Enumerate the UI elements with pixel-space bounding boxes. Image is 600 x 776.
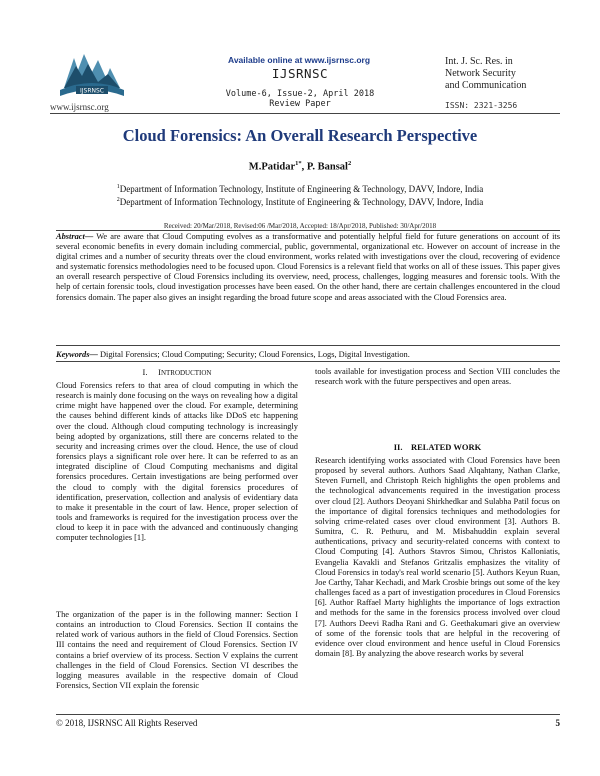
journal-name-line: Network Security xyxy=(445,68,516,79)
journal-short-name: IJSRNSC xyxy=(271,66,329,81)
related-work-paragraph: Research identifying works associated with Cloud Forensics have been proposed by several authors. Authors Saad Alqahtany, Nathan Clarke, Steven Furnell, and Christoph Reich highlights the open problems and the technological advancements required in the investigation process over cloud [2]. Authors Deoyani Shirkhedkar and Sulabha Patil focus on the importance of digital forensics techniques and methodologies for solving crime-related cases over cloud environment [3]. Authors B. Sumitra, C. R. Pethuru, and M. Misbahuddin explain several authentications, privacy and security-related concerns with context to Cloud Computing [4]. Authors Stavros Simou, Christos Kalloniatis, Evangelia Kavakli and Stefanos Gritzalis emphasizes the vitality of Cloud Forensics in today's real world scenario [5]. Authors Keyun Ruan, Joe Carthy, Tahar Kechadi, and Mark Crosbie brings out some of the key challenges faced as a part of investigation procedures in Cloud Forensics [6]. Author Raffael Marty highlights the importance of logs extraction and methods for the same in the forensics process involved over cloud [7]. Authors Deevi Radha Rani and G. Geethakumari give an overview of some of the forensic tools that are helpful in the recovering of evidence over cloud environment and hence useful in Cloud Forensics domain [8]. By analyzing the above research works by several xyxy=(315,456,560,658)
affiliation-text: Department of Information Technology, Institute of Engineering & Technology, DAVV, Indore, India xyxy=(119,184,484,194)
section-1-number: I. xyxy=(142,367,148,377)
author-1-sup: 1* xyxy=(295,160,302,167)
affiliation-2 xyxy=(0,197,600,207)
authors xyxy=(0,160,600,173)
author-2: P. Bansal xyxy=(306,161,348,173)
issn: ISSN: 2321-3256 xyxy=(445,101,518,110)
section-1-heading xyxy=(56,367,298,377)
page-number: 5 xyxy=(555,718,560,728)
paper-title: Cloud Forensics: An Overall Research Perspective xyxy=(122,126,478,145)
section-1-title-initial: I xyxy=(158,367,161,377)
logo-url: www.ijsrnsc.org xyxy=(50,102,109,112)
affiliation-sup: 1 xyxy=(116,184,120,190)
keywords-label: Keywords— xyxy=(56,350,98,359)
journal-name-line: Int. J. Sc. Res. in xyxy=(445,56,513,67)
affiliation-1 xyxy=(0,184,600,194)
abstract-top-rule xyxy=(56,230,560,231)
header-divider xyxy=(50,113,560,114)
affiliation-text: Department of Information Technology, Institute of Engineering & Technology, DAVV, Indore, India xyxy=(119,197,484,207)
paper-type: Review Paper xyxy=(269,99,331,109)
publication-dates: Received: 20/Mar/2018, Revised:06 /Mar/2018, Accepted: 18/Apr/2018, Published: 30/Apr/2018 xyxy=(163,222,437,230)
logo-text: IJSRNSC xyxy=(79,87,105,95)
copyright: © 2018, IJSRNSC All Rights Reserved xyxy=(56,718,198,728)
footer-rule xyxy=(56,714,560,715)
available-online-link[interactable]: Available online at www.ijsrnsc.org xyxy=(228,55,371,65)
volume-info: Volume-6, Issue-2, April 2018 xyxy=(225,89,375,99)
abstract-text: We are aware that Cloud Computing evolves as a transformative and potentially helpful field for future generations on account of its several economic benefits in every domain including commercial, public, governmental, organizational etc. However on account of increase in the digital crimes and a number of security threats over the cloud environment, works related with investigations over the cloud, recovering of evidence and systematic forensics methodologies need to be focused upon. Cloud Forensics is a relevant field that works on all of these issues. This paper gives an overall research perspective of Cloud Forensics including its overview, need, process, challenges, logging measures and forensic tools. With the help of certain forensic tools, cloud investigation processes have been eased. On the other hand, there are certain challenges encountered in the cloud forensics domain. The paper also gives an insight regarding the broad future scope and areas associated with the Cloud Forensics area. xyxy=(56,232,560,302)
intro-paragraph-1: Cloud Forensics refers to that area of cloud computing in which the research is mainly done focusing on the ways on revealing how a digital crime might have happened over the cloud. For example, determining the causes behind different kinds of attacks like DDoS etc happening over the cloud. Although cloud computing technology is increasingly being adopted by organizations, still there are concerns related to the security and increasing crimes over the cloud. Hence, the use of cloud forensics plays a significant role over here. It can be referred to as an integrated discipline of Cloud Computing mechanisms and digital forensics procedures. Certain investigations are being performed over the cloud to comply with the digital forensics procedures of identification, preservation, collection and analysis of evidentiary data to make it presentable in the court of law. Hence, proper selection of tools and frameworks is required for the investigation process over the cloud to keep it in pace with the advanced and continuously changing computer technologies [1]. xyxy=(56,381,298,543)
abstract xyxy=(56,232,560,303)
intro-paragraph-2: The organization of the paper is in the following manner: Section I contains an introduction to Cloud Forensics. Section II contains the related work of various authors in the field of Cloud Forensics. Section III contains the need and requirement of Cloud Forensics. Section IV contains a brief overview of its process. Section V explains the current challenges in the field of Cloud Forensics. Section VI describes the logging measures available in the respective domain of Cloud Forensics, Section VII explain the forensic xyxy=(56,610,298,691)
keywords-rule xyxy=(56,361,560,362)
keywords-text: Digital Forensics; Cloud Computing; Security; Cloud Forensics, Logs, Digital Investigation. xyxy=(97,350,410,359)
affiliation-sup: 2 xyxy=(116,197,120,203)
section-2-heading: II. RELATED WORK xyxy=(393,442,482,452)
journal-full-name xyxy=(445,56,560,92)
abstract-bottom-rule xyxy=(56,345,560,346)
author-separator: , xyxy=(301,161,307,173)
intro-continuation: tools available for investigation process and Section VIII concludes the research work with the future perspectives and open areas. xyxy=(315,367,560,387)
author-1: M.Patidar xyxy=(248,161,296,173)
section-1-title-rest: NTRODUCTION xyxy=(160,369,212,377)
author-2-sup: 2 xyxy=(347,160,352,167)
keywords xyxy=(56,350,560,359)
journal-name-line: and Communication xyxy=(445,80,527,91)
abstract-label: Abstract— xyxy=(56,232,94,241)
